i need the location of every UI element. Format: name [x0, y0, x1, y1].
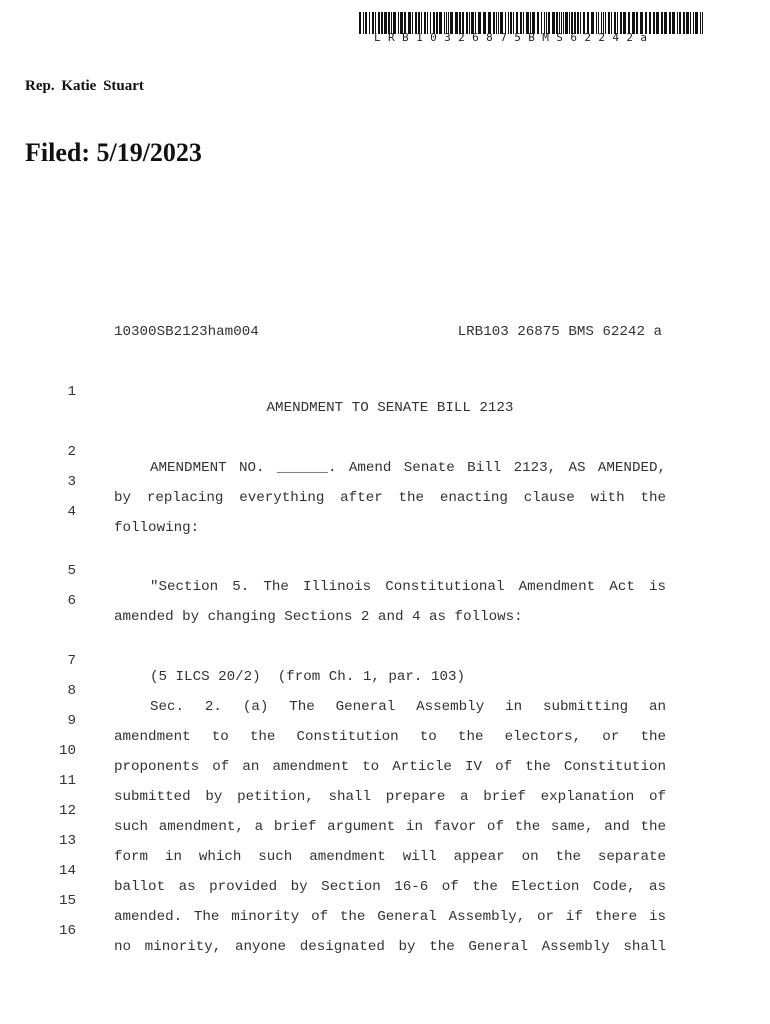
line-text: ballot as provided by Section 16-6 of the Election Code, as [114, 879, 666, 895]
line-text: Sec. 2. (a) The General Assembly in submitting an [150, 699, 666, 715]
text-line [0, 458, 770, 506]
sponsor-name: Rep. Katie Stuart [25, 78, 144, 94]
line-number: 2 [67, 444, 76, 460]
text-line [0, 907, 770, 955]
line-text: no minority, anyone designated by the General Assembly shall [114, 939, 666, 955]
line-text: "Section 5. The Illinois Constitutional Amendment Act is [150, 579, 666, 595]
text-line [0, 727, 770, 775]
line-text: submitted by petition, shall prepare a brief explanation of [114, 789, 666, 805]
line-text: amended. The minority of the General Assembly, or if there is [114, 909, 666, 925]
line-number: 4 [67, 504, 76, 520]
text-line [0, 547, 770, 595]
barcode-bar [359, 12, 361, 34]
text-line [0, 877, 770, 925]
line-text: proponents of an amendment to Article IV of the Constitution [114, 759, 666, 775]
line-number: 5 [67, 563, 76, 579]
line-number: 13 [58, 833, 76, 849]
barcode-bar [700, 12, 701, 34]
text-line [0, 847, 770, 895]
barcode-bar [365, 12, 367, 34]
line-number: 16 [58, 923, 76, 939]
lrb-number: LRB103 26875 BMS 62242 a [457, 324, 662, 340]
filed-date: Filed: 5/19/2023 [25, 138, 202, 167]
line-text: amendment to the Constitution to the electors, or the [114, 729, 666, 745]
text-line [0, 697, 770, 745]
line-text: following: [114, 520, 200, 536]
line-text: form in which such amendment will appear on the separate [114, 849, 666, 865]
line-number: 11 [58, 773, 76, 789]
text-line [0, 667, 770, 715]
amendment-title: AMENDMENT TO SENATE BILL 2123 [266, 400, 514, 416]
text-line [0, 428, 770, 476]
text-line [0, 368, 770, 416]
line-number: 10 [58, 743, 76, 759]
line-text: (5 ILCS 20/2) (from Ch. 1, par. 103) [150, 669, 466, 685]
text-line [0, 817, 770, 865]
line-text: amended by changing Sections 2 and 4 as follows: [114, 609, 523, 625]
line-number: 6 [67, 593, 76, 609]
text-line [0, 787, 770, 835]
bill-id: 10300SB2123ham004 [114, 324, 259, 340]
line-text: by replacing everything after the enacting clause with the [114, 490, 666, 506]
line-number: 9 [67, 713, 76, 729]
text-line [0, 637, 770, 685]
line-number: 8 [67, 683, 76, 699]
barcode-bar [363, 12, 364, 34]
line-text: AMENDMENT NO. ______. Amend Senate Bill 2123, AS AMENDED, [150, 460, 666, 476]
line-text: such amendment, a brief argument in favor of the same, and the [114, 819, 666, 835]
line-number: 3 [67, 474, 76, 490]
text-line [0, 488, 770, 536]
line-number: 7 [67, 653, 76, 669]
line-number: 14 [58, 863, 76, 879]
text-line [0, 757, 770, 805]
line-number: 15 [58, 893, 76, 909]
line-number: 1 [67, 384, 76, 400]
line-number: 12 [58, 803, 76, 819]
barcode-bar [702, 12, 703, 34]
barcode-text: LRB10326875BMS62242a [374, 31, 655, 44]
barcode-bar [369, 12, 370, 34]
text-line [0, 577, 770, 625]
barcode-bar [695, 12, 698, 34]
